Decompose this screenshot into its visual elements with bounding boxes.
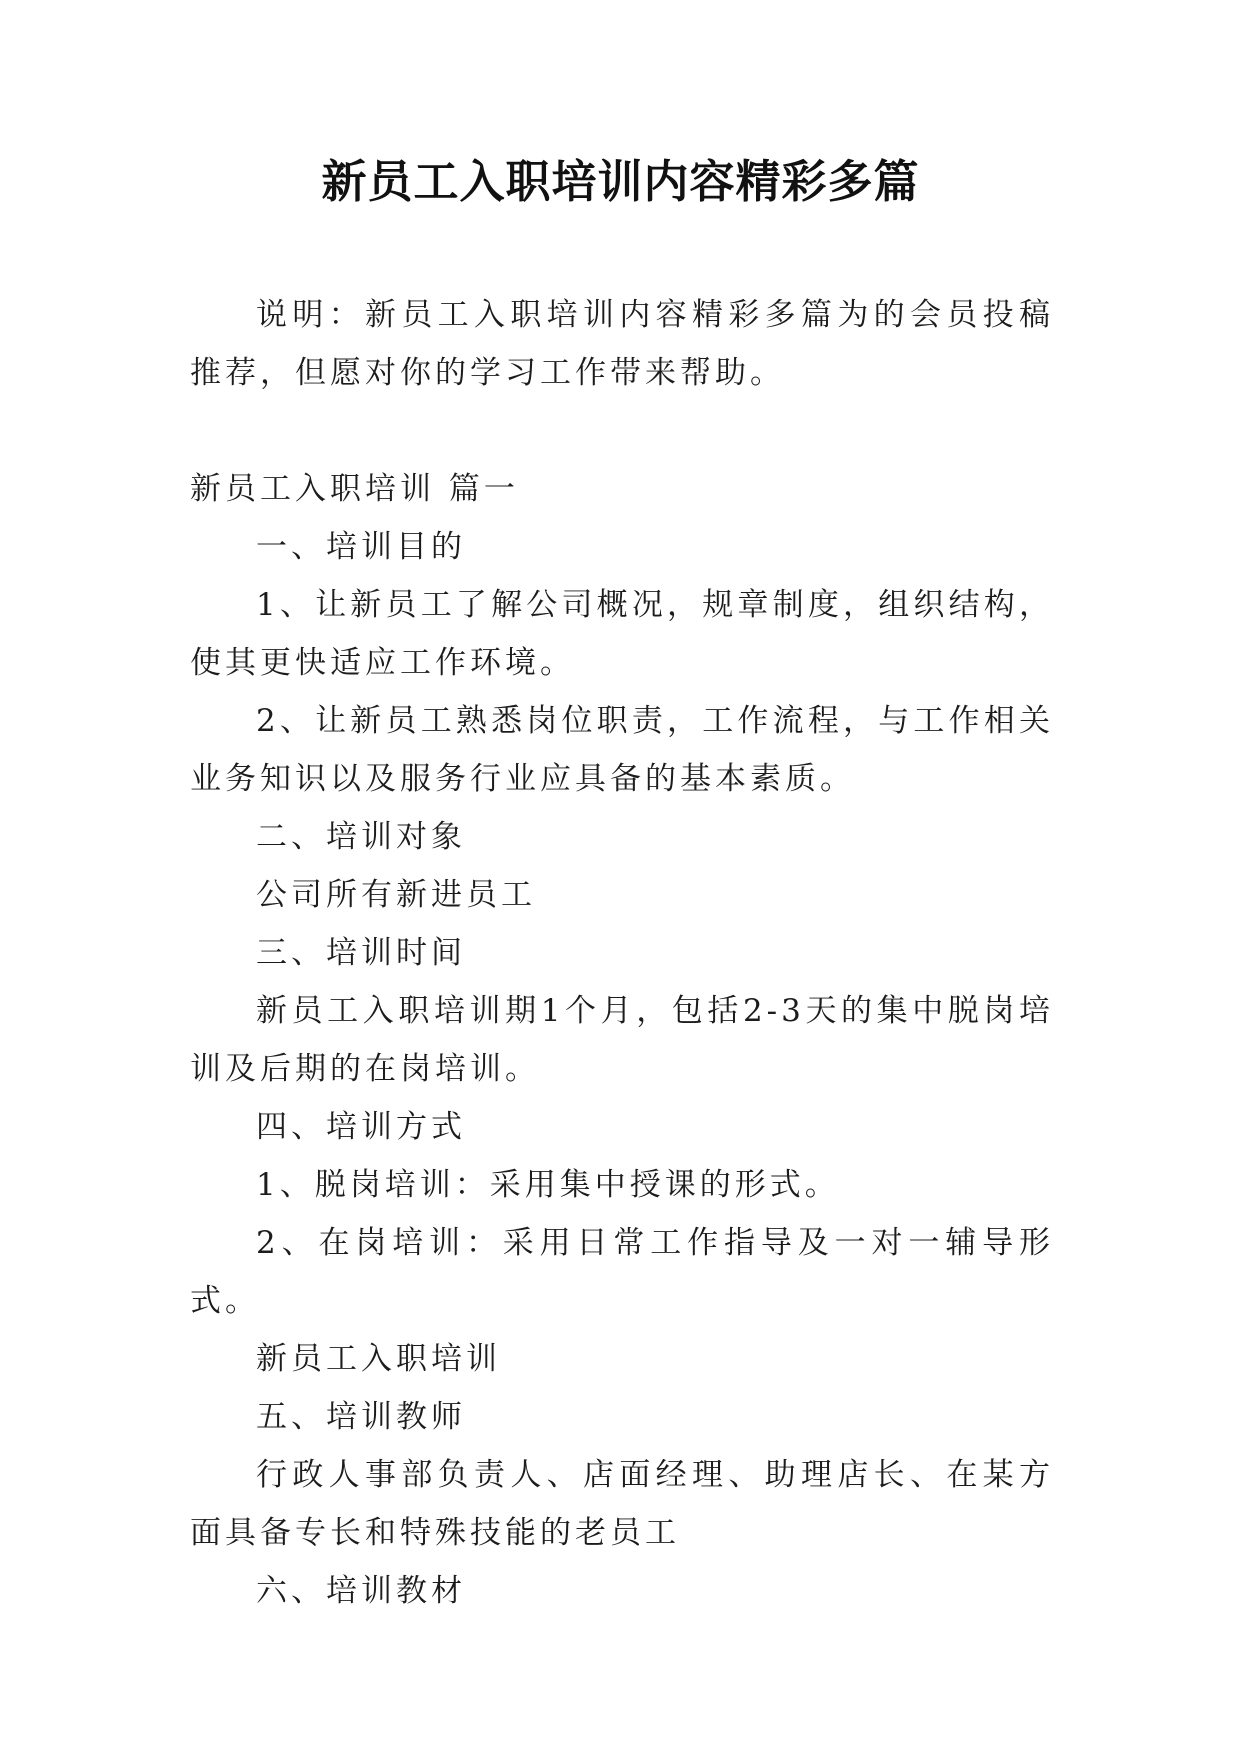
paragraph-gap (190, 402, 1054, 460)
heading-training-time: 三、培训时间 (256, 935, 466, 971)
method-item-1: 1、脱岗培训：采用集中授课的形式。 (256, 1167, 840, 1203)
heading-training-target: 二、培训对象 (256, 819, 466, 855)
heading-training-teachers: 五、培训教师 (256, 1399, 466, 1435)
purpose-item-1: 1、让新员工了解公司概况，规章制度，组织结构，使其更快适应工作环境。 (190, 587, 1054, 681)
subtitle-new-employee-training: 新员工入职培训 (256, 1341, 501, 1377)
document-title: 新员工入职培训内容精彩多篇 (321, 155, 920, 208)
document-body (190, 286, 1054, 1620)
method-item-2: 2、在岗培训：采用日常工作指导及一对一辅导形式。 (190, 1225, 1054, 1319)
intro-paragraph: 说明：新员工入职培训内容精彩多篇为的会员投稿推荐，但愿对你的学习工作带来帮助。 (190, 297, 1054, 391)
time-text: 新员工入职培训期1个月，包括2-3天的集中脱岗培训及后期的在岗培训。 (190, 993, 1054, 1087)
section-heading: 新员工入职培训 篇一 (190, 471, 519, 507)
heading-training-purpose: 一、培训目的 (256, 529, 466, 565)
target-text: 公司所有新进员工 (256, 877, 536, 913)
heading-training-method: 四、培训方式 (256, 1109, 466, 1145)
heading-training-materials: 六、培训教材 (256, 1573, 466, 1609)
purpose-item-2: 2、让新员工熟悉岗位职责，工作流程，与工作相关业务知识以及服务行业应具备的基本素质。 (190, 703, 1054, 797)
teachers-text: 行政人事部负责人、店面经理、助理店长、在某方面具备专长和特殊技能的老员工 (190, 1457, 1054, 1551)
